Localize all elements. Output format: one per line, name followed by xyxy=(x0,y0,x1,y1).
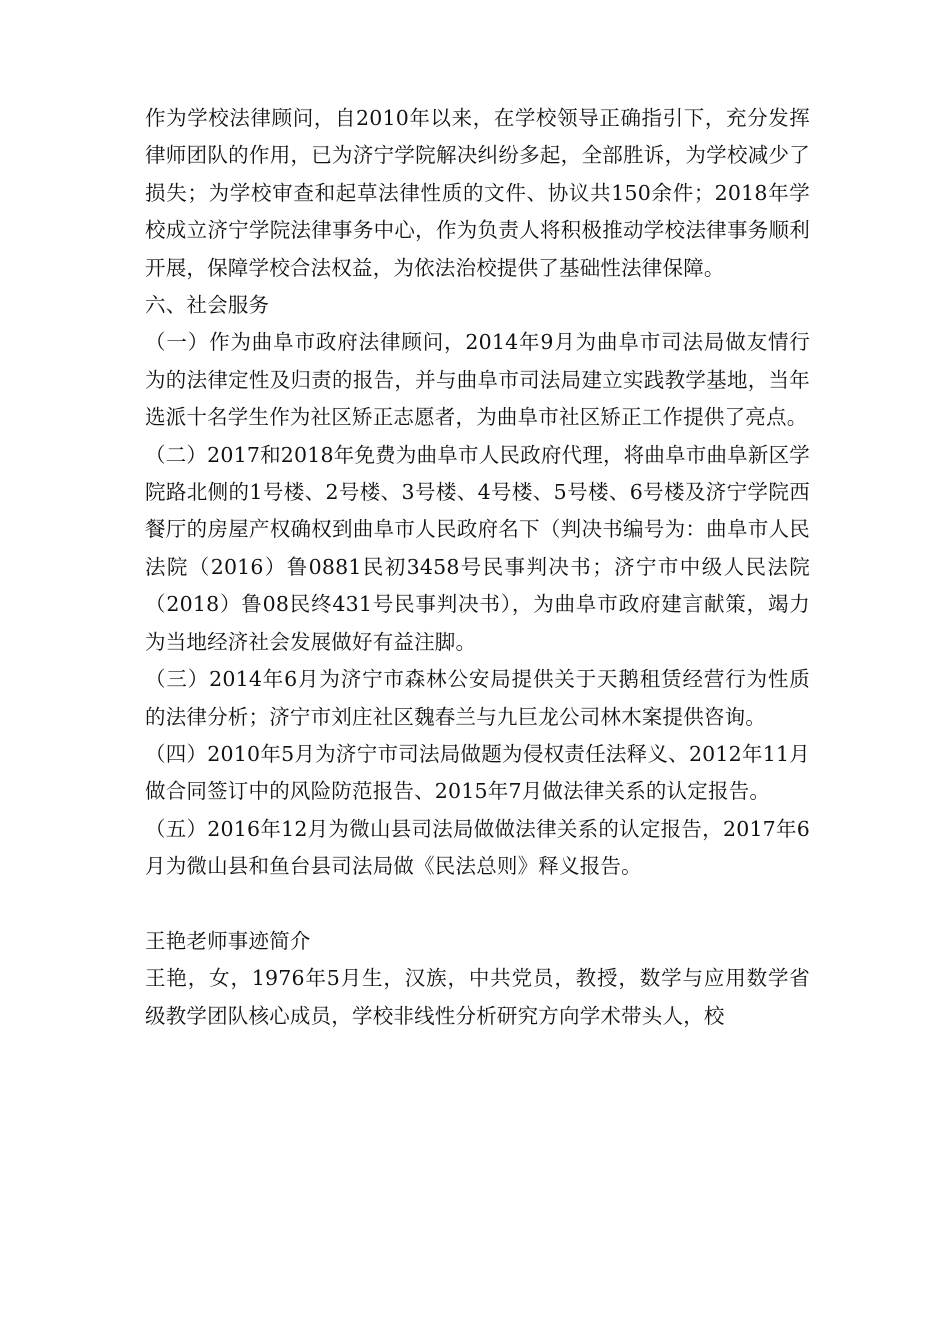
service-item-4: （四）2010年5月为济宁市司法局做题为侵权责任法释义、2012年11月做合同签订中的风险防范报告、2015年7月做法律关系的认定报告。 xyxy=(145,741,810,804)
profile-title: 王艳老师事迹简介 xyxy=(145,928,311,953)
service-item-5: （五）2016年12月为微山县司法局做做法律关系的认定报告，2017年6月为微山县和鱼台县司法局做《民法总则》释义报告。 xyxy=(145,816,810,879)
paragraph-gap xyxy=(145,886,810,923)
service-item-2: （二）2017和2018年免费为曲阜市人民政府代理，将曲阜市曲阜新区学院路北侧的1号楼、2号楼、3号楼、4号楼、5号楼、6号楼及济宁学院西餐厅的房屋产权确权到曲阜市人民政府名下（判决书编号为：曲阜市人民法院（2016）鲁0881民初3458号民事判决书；济宁市中级人民法院（2018）鲁08民终431号民事判决书），为曲阜市政府建言献策，竭力为当地经济社会发展做好有益注脚。 xyxy=(145,442,810,654)
intro-paragraph: 作为学校法律顾问，自2010年以来，在学校领导正确指引下，充分发挥律师团队的作用，已为济宁学院解决纠纷多起，全部胜诉，为学校减少了损失；为学校审查和起草法律性质的文件、协议共150余件；2018年学校成立济宁学院法律事务中心，作为负责人将积极推动学校法律事务顺利开展，保障学校合法权益，为依法治校提供了基础性法律保障。 xyxy=(145,106,810,280)
section-heading: 六、社会服务 xyxy=(145,293,270,318)
service-item-3: （三）2014年6月为济宁市森林公安局提供关于天鹅租赁经营行为性质的法律分析；济宁市刘庄社区魏春兰与九巨龙公司林木案提供咨询。 xyxy=(145,667,810,729)
service-item-1: （一）作为曲阜市政府法律顾问，2014年9月为曲阜市司法局做友情行为的法律定性及归责的报告，并与曲阜市司法局建立实践教学基地，当年选派十名学生作为社区矫正志愿者，为曲阜市社区矫正工作提供了亮点。 xyxy=(145,330,810,430)
document-body xyxy=(145,100,810,1035)
profile-paragraph: 王艳，女，1976年5月生，汉族，中共党员，教授，数学与应用数学省级教学团队核心成员，学校非线性分析研究方向学术带头人，校 xyxy=(145,966,810,1028)
